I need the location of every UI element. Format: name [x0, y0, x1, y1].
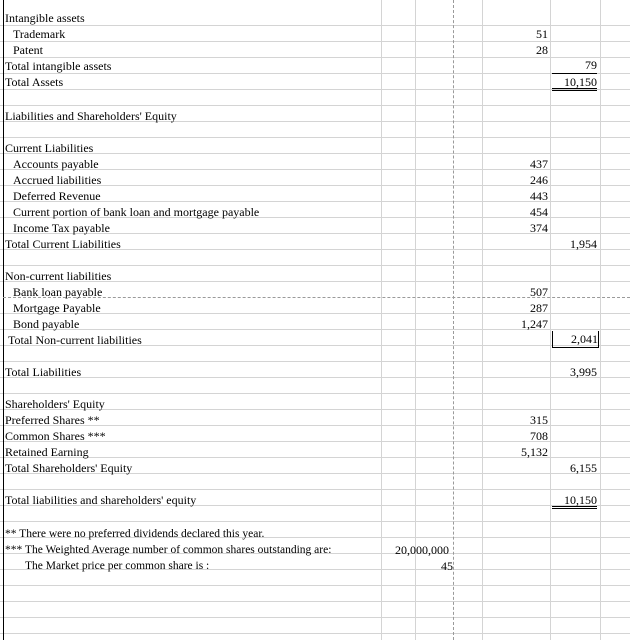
- trademark-value: 51: [536, 27, 548, 41]
- accounts-payable-value: 437: [530, 157, 548, 171]
- noncurrent-liabilities-heading: Non-current liabilities: [5, 269, 112, 283]
- preferred-shares-label: Preferred Shares **: [5, 413, 100, 427]
- retained-earning-label: Retained Earning: [5, 445, 89, 459]
- total-liabilities-value: 3,995: [570, 365, 597, 379]
- total-noncurrent-liabilities-label: Total Non-current liabilities: [8, 333, 142, 347]
- mortgage-payable-value: 287: [530, 301, 548, 315]
- market-price-value: 45: [441, 559, 453, 573]
- bond-payable-label: Bond payable: [13, 317, 80, 331]
- deferred-revenue-label: Deferred Revenue: [13, 189, 101, 203]
- intangible-assets-heading: Intangible assets: [5, 11, 85, 25]
- current-liabilities-heading: Current Liabilities: [5, 141, 94, 155]
- note-market-price: The Market price per common share is :: [25, 560, 210, 572]
- liabilities-equity-heading: Liabilities and Shareholders' Equity: [5, 109, 177, 123]
- total-liabilities-label: Total Liabilities: [5, 365, 82, 379]
- equity-heading: Shareholders' Equity: [5, 397, 105, 411]
- retained-earning-value: 5,132: [521, 445, 548, 459]
- total-intangible-value: 79: [552, 57, 597, 74]
- accrued-liabilities-value: 246: [530, 173, 548, 187]
- current-portion-loan-value: 454: [530, 205, 548, 219]
- total-current-liabilities-value: 1,954: [570, 237, 597, 251]
- bank-loan-payable-value: 507: [530, 285, 548, 299]
- income-tax-payable-value: 374: [530, 221, 548, 235]
- accrued-liabilities-label: Accrued liabilities: [13, 173, 102, 187]
- common-shares-value: 708: [530, 429, 548, 443]
- total-liabilities-equity-label: Total liabilities and shareholders' equity: [5, 493, 197, 507]
- preferred-shares-value: 315: [530, 413, 548, 427]
- income-tax-payable-label: Income Tax payable: [13, 221, 110, 235]
- bond-payable-value: 1,247: [521, 317, 548, 331]
- total-liabilities-equity-value: 10,150: [552, 492, 597, 509]
- total-equity-label: Total Shareholders' Equity: [5, 461, 133, 475]
- patent-value: 28: [536, 43, 548, 57]
- common-shares-label: Common Shares ***: [5, 429, 106, 443]
- patent-label: Patent: [13, 43, 43, 57]
- total-intangible-label: Total intangible assets: [5, 59, 112, 73]
- total-noncurrent-liabilities-value: 2,041: [552, 331, 599, 348]
- accounts-payable-label: Accounts payable: [13, 157, 99, 171]
- total-assets-label: Total Assets: [5, 75, 64, 89]
- note-preferred-dividends: ** There were no preferred dividends declared this year.: [5, 528, 265, 540]
- bank-loan-payable-label: Bank loan payable: [13, 285, 103, 299]
- total-current-liabilities-label: Total Current Liabilities: [5, 237, 121, 251]
- total-equity-value: 6,155: [570, 461, 597, 475]
- note-weighted-average-shares: *** The Weighted Average number of common shares outstanding are:: [5, 544, 332, 556]
- current-portion-loan-label: Current portion of bank loan and mortgage payable: [13, 205, 260, 219]
- total-assets-value: 10,150: [552, 74, 597, 91]
- weighted-average-shares-value: 20,000,000: [395, 543, 449, 557]
- deferred-revenue-value: 443: [530, 189, 548, 203]
- mortgage-payable-label: Mortgage Payable: [13, 301, 101, 315]
- trademark-label: Trademark: [13, 27, 66, 41]
